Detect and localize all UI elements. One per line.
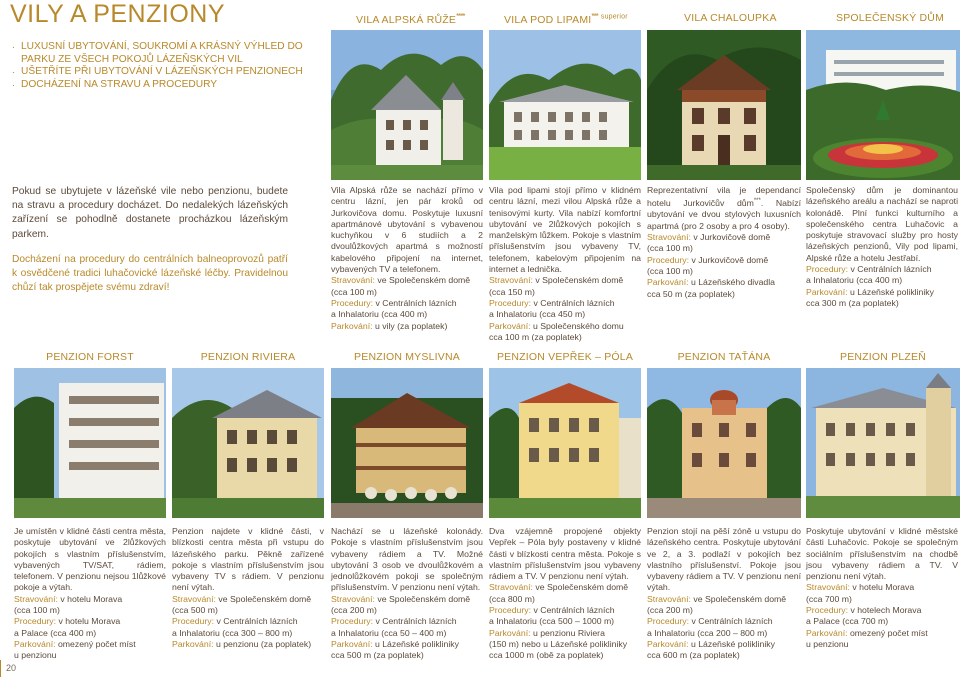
- pension-desc-plzen: Poskytuje ubytování v klidné městské části Luhačovic. Pokoje se společným sociálním příslušenstvím na chodbě jsou vybaveny rádiem a TV. V penzionu není výtah. Stravování: v hotelu Morava (cca 700 m) Procedury: v hotelech Morava a Palace (cca 700 m) Parkování: omezený počet míst u penzionu: [806, 526, 958, 649]
- pension-photo-riviera: [172, 368, 324, 518]
- villa-desc-alpska-ruze: Vila Alpská růže se nachází přímo v centru lázní, jen pár kroků od Jurkovičova domu. Poskytuje luxusní apartmánové ubytování s vybavenou kuchyňkou v 6 studiích a 2 dvoulůžkových apartmá s možností kabelového připojení na internet, vybavených TV a telefonem. Stravování: ve Společenském domě (cca 100 m) Procedury: v Centrálních lázních a Inhalatoriu (cca 400 m) Parkování: u vily (za poplatek): [331, 185, 483, 331]
- villa-heading-chaloupka: VILA CHALOUPKA: [684, 12, 777, 24]
- pension-heading-tatana: PENZION TAŤÁNA: [677, 351, 771, 363]
- villa-photo-chaloupka: [647, 30, 801, 180]
- villa-heading-spolecensky-dum: SPOLEČENSKÝ DŮM: [836, 12, 945, 24]
- pension-desc-veprek-pola: Dva vzájemně propojené objekty Vepřek – Póla byly postaveny v klidné části v blízkosti centra města. Pokoje s vlastním příslušenstvím jsou vybaveny rádiem a TV. V penzionu není výtah. Stravování: ve Společenském domě (cca 800 m) Procedury: v Centrálních lázních a Inhalatoriu (cca 500 – 1000 m) Parkování: u penzionu Riviera (150 m) nebo u Lázeňské polikliniky cca 1000 m (obě za poplatek): [489, 526, 641, 661]
- villa-heading-alpska-ruze: VILA ALPSKÁ RŮŽE****: [356, 12, 465, 26]
- villa-heading-pod-lipami: VILA POD LIPAMI*** $^{superior}$: [504, 12, 628, 26]
- feature-item: . DOCHÁZENÍ NA STRAVU A PROCEDURY: [12, 79, 312, 92]
- pension-heading-forst: PENZION FORST: [46, 351, 134, 363]
- feature-item: . LUXUSNÍ UBYTOVÁNÍ, SOUKROMÍ A KRÁSNÝ VÝHLED DO PARKU ZE VŠECH POKOJŮ LÁZEŇSKÝCH VIL: [12, 41, 312, 66]
- pension-heading-veprek-pola: PENZION VEPŘEK – PÓLA: [496, 351, 634, 363]
- villa-desc-spolecensky-dum: Společenský dům je dominantou lázeňského areálu a nachází se naproti kolonádě. Plní funkci kulturního a společenského centra Luhačovic a poskytuje stravovací služby pro hosty lázeňských penzionů, Vily pod lipami, Alpské růže a hotelu Jestřabí. Procedury: v Centrálních lázních a Inhalatoriu (cca 400 m) Parkování: u Lázeňské polikliniky cca 300 m (za poplatek): [806, 185, 958, 308]
- pension-heading-myslivna: PENZION MYSLIVNA: [354, 351, 460, 363]
- pension-desc-tatana: Penzion stojí na pěší zóně u vstupu do lázeňského centra. Poskytuje ubytování ve 2, a 3. podlaží v pokojích bez vlastního příslušenství. Pokoje jsou vybaveny rádiem a TV. V penzionu není výtah. Stravování: ve Společenském domě (cca 200 m) Procedury: v Centrálních lázních a Inhalatoriu (cca 200 – 800 m) Parkování: u Lázeňské polikliniky cca 600 m (za poplatek): [647, 526, 801, 661]
- intro-paragraph-highlight: Docházení na procedury do centrálních balneoprovozů patří k osvědčené tradici luhačovické lázeňské léčby. Pravidelnou chůzí tak prospějete svému zdraví!: [12, 253, 288, 294]
- pension-photo-plzen: [806, 368, 960, 518]
- pension-desc-myslivna: Nachází se u lázeňské kolonády. Pokoje s vlastním příslušenstvím jsou vybaveny rádiem a TV. Možné ubytování 3 osob ve dvoulůžkovém a jednolůžkovém pokoji se společným příslušenstvím. V penzionu není výtah. Stravování: ve Společenském domě (cca 200 m) Procedury: v Centrálních lázních a Inhalatoriu (cca 50 – 400 m) Parkování: u Lázeňské polikliniky cca 500 m (za poplatek): [331, 526, 483, 661]
- villa-photo-pod-lipami: [489, 30, 641, 180]
- villa-photo-spolecensky-dum: [806, 30, 960, 180]
- pension-photo-tatana: [647, 368, 801, 518]
- page-title: VILY A PENZIONY: [10, 0, 225, 28]
- pension-desc-riviera: Penzion najdete v klidné části, v blízkosti centra města při vstupu do lázeňského parku. Pěkně zařízené pokoje s vlastním příslušenstvím jsou vybaveny TV s rádiem. V penzionu není výtah. Stravování: ve Společenském domě (cca 500 m) Procedury: v Centrálních lázních a Inhalatoriu (cca 300 – 800 m) Parkování: u penzionu (za poplatek): [172, 526, 324, 649]
- pension-heading-riviera: PENZION RIVIERA: [200, 351, 296, 363]
- pension-desc-forst: Je umístěn v klidné části centra města, poskytuje ubytování ve 2lůžkových pokojích s vlastním příslušenstvím, vybavených TV/SAT, rádiem, telefonem. V penzionu nejsou 1lůžkové pokoje a výtah. Stravování: v hotelu Morava (cca 100 m) Procedury: v hotelu Morava a Palace (cca 400 m) Parkování: omezený počet míst u penzionu: [14, 526, 166, 661]
- feature-list: [12, 41, 312, 91]
- page-number: 20: [0, 660, 20, 677]
- villa-desc-pod-lipami: Vila pod lipami stojí přímo v klidném centru lázní, mezi vilou Alpská růže a tenisovými kurty. Vila nabízí komfortní ubytování ve 2lůžkových pokojích s manželským lůžkem. Pokoje s vlastním příslušenstvím jsou vybaveny TV, telefonem, kabelovým připojením na internet a lednička. Stravování: v Společenském domě (cca 150 m) Procedury: v Centrálních lázních a Inhalatoriu (cca 450 m) Parkování: u Společenského domu cca 100 m (za poplatek): [489, 185, 641, 342]
- pension-photo-forst: [14, 368, 166, 518]
- villa-desc-chaloupka: Reprezentativní vila je dependancí hotelu Jurkovičův dům***. Nabízí ubytování ve dvou stylových luxusních apartmá (pro 2 osoby a pro 4 osoby). Stravování: v Jurkovičově domě (cca 100 m) Procedury: v Jurkovičově domě (cca 100 m) Parkování: u Lázeňského divadla cca 50 m (za poplatek): [647, 185, 801, 299]
- pension-photo-myslivna: [331, 368, 483, 518]
- intro-text: [12, 185, 288, 306]
- villa-photo-alpska-ruze: [331, 30, 483, 180]
- feature-item: . UŠETŘÍTE PŘI UBYTOVÁNÍ V LÁZEŇSKÝCH PENZIONECH: [12, 66, 312, 79]
- pension-photo-veprek-pola: [489, 368, 641, 518]
- pension-heading-plzen: PENZION PLZEŇ: [839, 351, 927, 363]
- intro-paragraph: Pokud se ubytujete v lázeňské vile nebo penzionu, budete na stravu a procedury docházet. Do nedalekých lázeňských zařízení se pohodlně dostanete procházkou lázeňským parkem.: [12, 186, 288, 240]
